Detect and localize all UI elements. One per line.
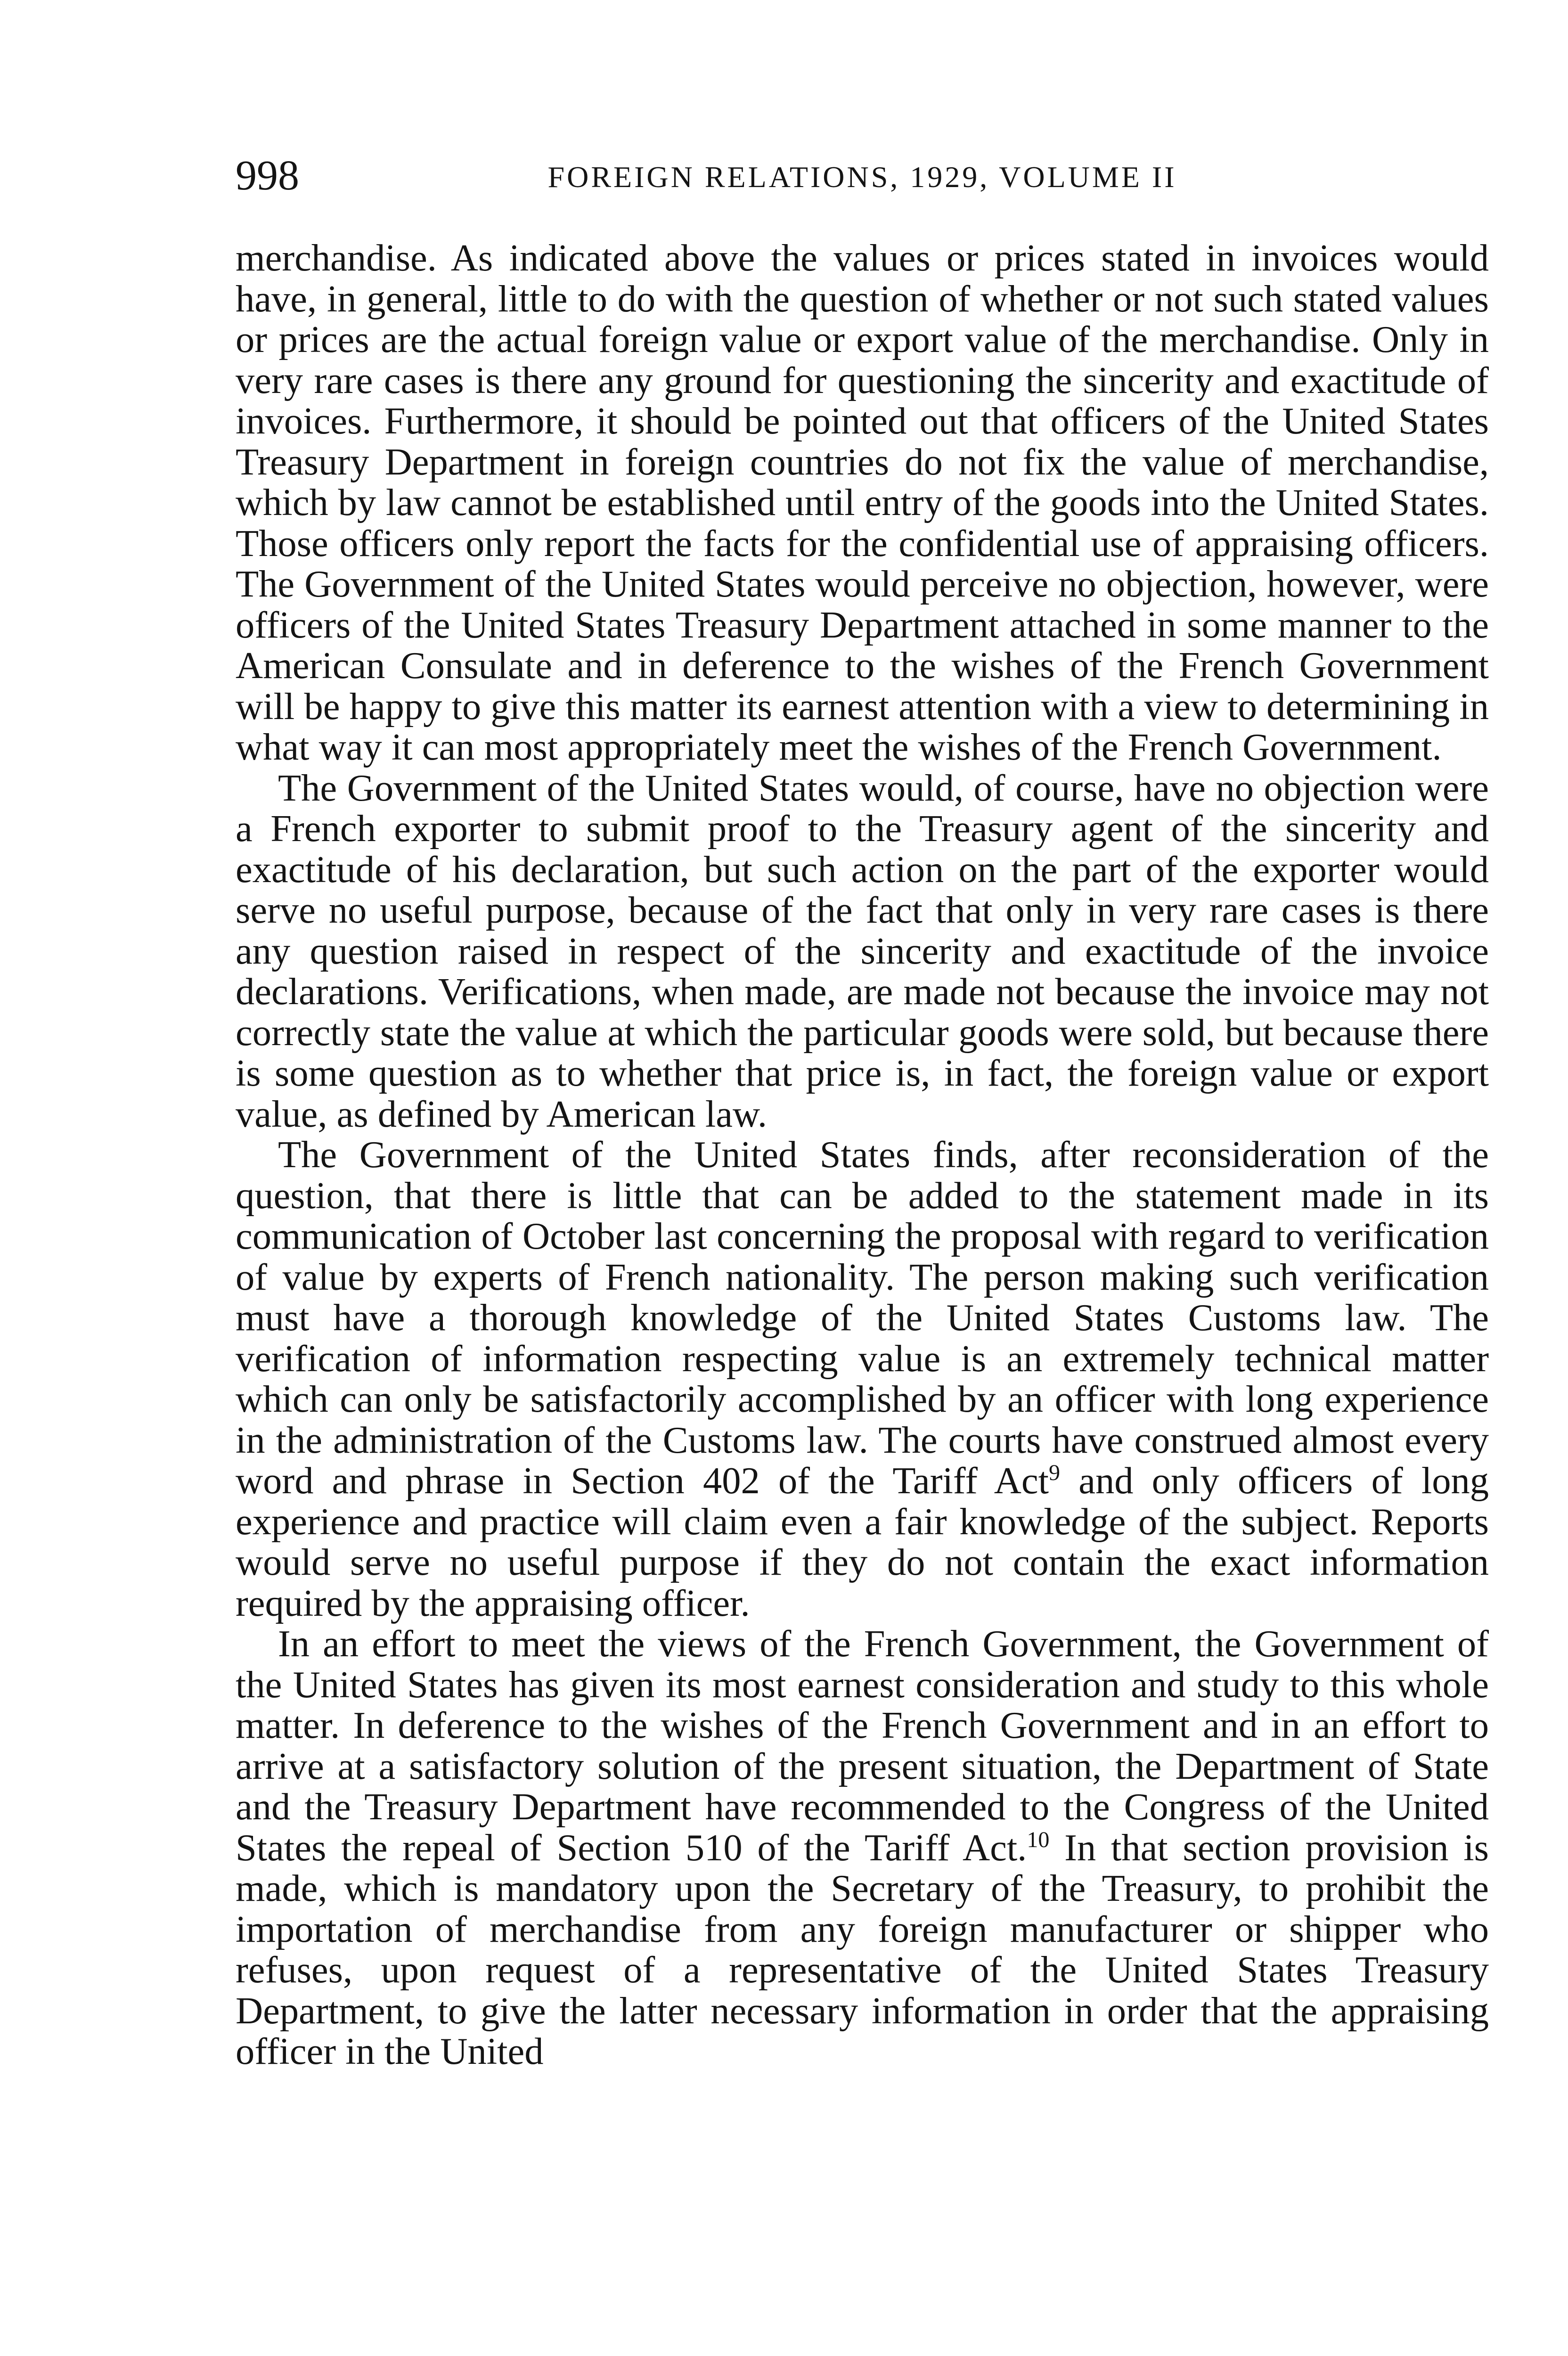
body-text xyxy=(236,238,1489,2072)
paragraph-text: The Government of the United States finds, after reconsideration of the question, that there is little that can be added to the statement made in its communication of October last concerning the proposal with regard to verification of value by experts of French nationality. The person making such verification must have a thorough knowledge of the United States Customs law. The verification of information respecting value is an extremely technical matter which can only be satisfactorily accomplished by an officer with long experience in the administration of the Customs law. The courts have construed almost every word and phrase in Section 402 of the Tariff Act xyxy=(236,1134,1489,1502)
page-number: 998 xyxy=(236,152,299,199)
paragraph-text: and only officers of long experience and practice will claim even a fair knowledge of the subject. Reports would serve no useful purpose if they do not contain the exact information required by the appraising officer. xyxy=(236,1460,1489,1624)
footnote-reference: 9 xyxy=(1048,1460,1060,1486)
paragraph-text: In that section provision is made, which is mandatory upon the Secretary of the Treasury, to prohibit the importation of merchandise from any foreign manufacturer or shipper who refuses, upon request of a representative of the United States Treasury Department, to give the latter necessary information in order that the appraising officer in the United xyxy=(236,1826,1489,2072)
running-head xyxy=(236,150,1489,202)
paragraph-text: In an effort to meet the views of the French Government, the Government of the United States has given its most earnest consideration and study to this whole matter. In deference to the wishes of the French Government and in an effort to arrive at a satisfactory solution of the present situation, the Department of State and the Treasury Department have recommended to the Congress of the United States the repeal of Section 510 of the Tariff Act. xyxy=(236,1623,1489,1869)
paragraph: The Government of the United States would, of course, have no objection were a French exporter to submit proof to the Treasury agent of the sincerity and exactitude of his declaration, but such action on the part of the exporter would serve no useful purpose, because of the fact that only in very rare cases is there any question raised in respect of the sincerity and exactitude of the invoice declarations. Verifications, when made, are made not because the invoice may not correctly state the value at which the particular goods were sold, but because there is some question as to whether that price is, in fact, the foreign value or export value, as defined by American law. xyxy=(236,767,1489,1135)
footnote-reference: 10 xyxy=(1027,1827,1050,1852)
paragraph xyxy=(236,1624,1489,2072)
paragraph: merchandise. As indicated above the values or prices stated in invoices would have, in general, little to do with the question of whether or not such stated values or prices are the actual foreign value or export value of the merchandise. Only in very rare cases is there any ground for questioning the sincerity and exactitude of invoices. Furthermore, it should be pointed out that officers of the United States Treasury Department in foreign countries do not fix the value of merchandise, which by law cannot be established until entry of the goods into the United States. Those officers only report the facts for the confidential use of appraising officers. The Government of the United States would perceive no objection, however, were officers of the United States Treasury Department attached in some manner to the American Consulate and in deference to the wishes of the French Government will be happy to give this matter its earnest attention with a view to determining in what way it can most appropriately meet the wishes of the French Government. xyxy=(236,237,1489,768)
running-title: FOREIGN RELATIONS, 1929, VOLUME II xyxy=(547,160,1177,194)
paragraph xyxy=(236,1135,1489,1624)
